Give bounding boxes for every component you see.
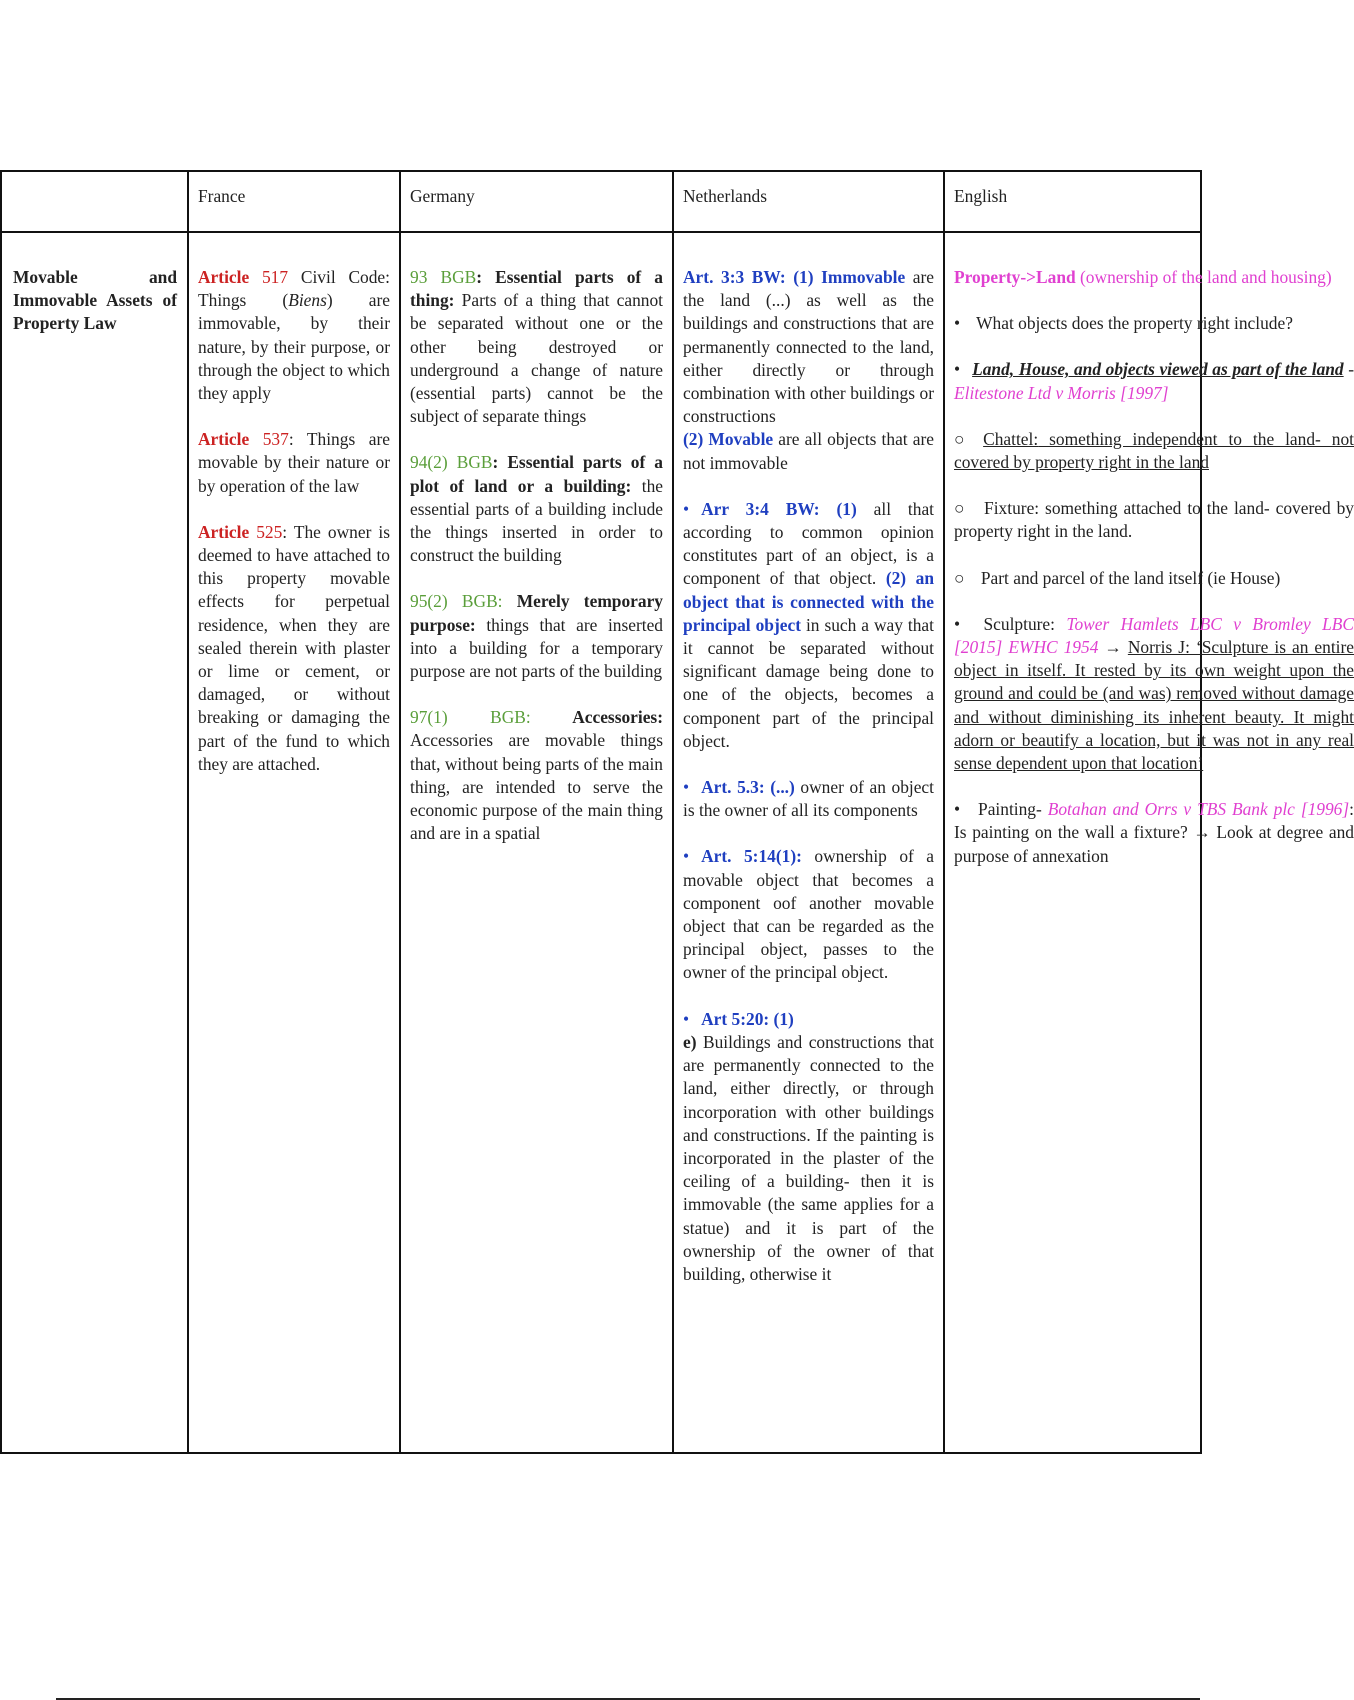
en-land-house — [954, 358, 1354, 404]
france-cell — [188, 232, 400, 1453]
en-text: Fixture: something attached to the land- covered by property right in the land. — [954, 498, 1354, 542]
article-number: 525 — [256, 521, 283, 542]
bullet-icon: • — [683, 846, 690, 867]
header-row — [1, 171, 1201, 232]
germany-94-bgb — [410, 451, 663, 567]
header-cell-france — [188, 171, 400, 232]
en-part-parcel — [954, 567, 1354, 590]
bullet-icon: • — [954, 313, 961, 334]
bullet-icon: • — [683, 777, 690, 798]
circle-bullet-icon: ○ — [954, 567, 965, 588]
article-number: 517 — [261, 267, 289, 287]
en-sculpture — [954, 613, 1354, 775]
article-text-2: ) are immovable, by their nature, by their purpose, or through the object to which they apply — [198, 290, 390, 404]
germany-cell — [400, 232, 673, 1453]
en-text: something independent to the land- not covered by property right in the land — [954, 428, 1354, 473]
body-row — [1, 232, 1201, 1453]
en-dash: - — [1343, 359, 1354, 380]
article-text: : Things are movable by their nature or by operation of the law — [198, 429, 390, 496]
en-fixture — [954, 497, 1354, 543]
circle-bullet-icon: ○ — [954, 498, 967, 519]
comparison-table — [0, 170, 1354, 1454]
en-heading: Property->Land — [954, 267, 1076, 287]
bw-text: ownership of a movable object that becomes a component oof another movable object that can be regarded as the principal object, passes to the owner of the principal object. — [683, 846, 934, 983]
bw-text: are the land (...) as well as the buildings and constructions that are permanently connected to the land, either directly or through combination with other buildings or constructions — [683, 267, 935, 427]
bgb-heading: Accessories: — [530, 707, 663, 728]
nl-art-3-3 — [683, 266, 934, 475]
header-cell-english — [944, 171, 1201, 232]
en-property-land — [954, 266, 1354, 289]
bgb-heading: : Essential parts of a plot of land or a building: — [410, 452, 663, 496]
en-text: Sculpture: — [972, 613, 1067, 634]
en-question — [954, 312, 1354, 335]
bw-letter: e) — [683, 1031, 697, 1052]
en-text: Part and parcel of the land itself (ie House) — [976, 567, 1281, 588]
bw-text: owner of an object is the owner of all its components — [683, 777, 934, 821]
header-cell-empty — [1, 171, 188, 232]
english-cell — [944, 232, 1354, 1453]
en-text: Painting- — [972, 799, 1048, 820]
header-cell-netherlands — [673, 171, 944, 232]
en-heading-note: (ownership of the land and housing) — [1075, 267, 1332, 287]
en-quote: Norris J: ‘Sculpture is an entire object in itself. It rested by its own weight upon the ground and could be (and was) removed without damage and without diminishing its inherent beauty. It might adorn or beautify a location, but it was not in any real sense dependent upon that location’ — [954, 637, 1354, 774]
bullet-icon: • — [683, 1008, 690, 1029]
bw-ref: Art. 5:14(1): — [701, 846, 802, 867]
en-emph: Land, House, and objects viewed as part of the land — [972, 359, 1344, 380]
article-word: Article — [198, 521, 250, 542]
en-text-2: : Is painting on the wall a fixture? → Look at degree and purpose of annexation — [954, 799, 1354, 866]
france-article-537 — [198, 428, 390, 498]
netherlands-cell — [673, 232, 944, 1453]
bgb-ref: 97(1) BGB: — [410, 707, 531, 728]
en-case: Botahan and Orrs v TBS Bank plc [1996] — [1047, 799, 1350, 820]
nl-art-5-3 — [683, 776, 934, 822]
france-article-517 — [198, 266, 390, 405]
bw-ref-2: (2) Movable — [683, 429, 774, 450]
bw-ref: Arr 3:4 BW: (1) — [701, 498, 857, 519]
article-text: Civil Code: Things ( — [198, 267, 390, 311]
bw-ref: Art 5:20: (1) — [701, 1008, 794, 1029]
bgb-text: Parts of a thing that cannot be separated without one or the other being destroyed or underground a change of nature (essential parts) cannot be the subject of separate things — [410, 290, 663, 427]
germany-93-bgb — [410, 266, 663, 428]
article-text: : The owner is deemed to have attached to this property movable effects for perpetual residence, when they are sealed therein with plaster or lime or cement, or damaged, or without breaking or damaging the part of the fund to which they are attached. — [198, 521, 390, 774]
bgb-ref: 94(2) BGB — [410, 452, 493, 473]
bgb-ref: 93 BGB — [410, 267, 477, 287]
en-text: What objects does the property right include? — [972, 313, 1293, 334]
france-article-525 — [198, 521, 390, 776]
header-cell-germany — [400, 171, 673, 232]
bw-text: all that according to common opinion constitutes part of an object, is a component of that object. — [683, 498, 934, 589]
article-word: Article — [198, 267, 250, 287]
header-france: France — [198, 186, 246, 206]
bgb-text: Accessories are movable things that, without being parts of the main thing, are intended to serve the economic purpose of the main thing and are in a spatial — [410, 730, 663, 844]
bgb-heading: Merely temporary purpose: — [410, 591, 663, 635]
header-netherlands: Netherlands — [683, 186, 768, 206]
row-label: Movable and Immovable Assets of Property Law — [13, 267, 177, 334]
bullet-icon: • — [954, 799, 961, 820]
bw-text-2: are all objects that are not immovable — [683, 429, 934, 473]
bgb-text: things that are inserted into a building for a temporary purpose are not parts of the building — [410, 614, 663, 682]
nl-art-5-20 — [683, 1008, 934, 1286]
bgb-ref: 95(2) BGB: — [410, 591, 503, 612]
bw-text-2: in such a way that it cannot be separated without significant damage being done to one of the objects, becomes a component part of the principal object. — [683, 614, 934, 751]
row-label-cell — [1, 232, 188, 1453]
en-painting — [954, 798, 1354, 868]
bw-ref-2: (2) an object that is connected with the principal object — [683, 568, 934, 635]
bullet-icon: • — [954, 613, 961, 634]
header-english: English — [954, 186, 1008, 206]
en-case: Tower Hamlets LBC v Bromley LBC [2015] EWHC 1954 — [954, 613, 1354, 658]
article-italic: Biens — [288, 290, 327, 311]
article-word: Article — [198, 429, 250, 450]
article-number: 537 — [262, 429, 289, 450]
bgb-text: the essential parts of a building include the things inserted in order to construct the building — [410, 475, 663, 566]
bullet-icon: • — [954, 359, 961, 380]
circle-bullet-icon: ○ — [954, 428, 972, 449]
header-germany: Germany — [410, 186, 475, 206]
en-chattel — [954, 428, 1354, 474]
bullet-icon: • — [683, 498, 690, 519]
bgb-heading: : Essential parts of a thing: — [410, 267, 663, 311]
en-term: Chattel: — [983, 428, 1039, 449]
bw-ref: Art. 5.3: (...) — [701, 777, 795, 798]
bw-ref: Art. 3:3 BW: (1) Immovable — [683, 267, 906, 287]
arrow-icon: → — [1098, 637, 1128, 658]
germany-97-bgb — [410, 706, 663, 845]
bw-text: Buildings and constructions that are permanently connected to the land, either directly, or through incorporation with other buildings and constructions. If the painting is incorporated in the plaster of the ceiling of a building- then it is immovable (the same applies for a statue) and it is part of the ownership of the owner of that building, otherwise it — [683, 1031, 934, 1284]
germany-95-bgb — [410, 590, 663, 683]
nl-art-3-4 — [683, 498, 934, 753]
nl-art-5-14 — [683, 845, 934, 984]
en-case: Elitestone Ltd v Morris [1997] — [954, 382, 1169, 403]
